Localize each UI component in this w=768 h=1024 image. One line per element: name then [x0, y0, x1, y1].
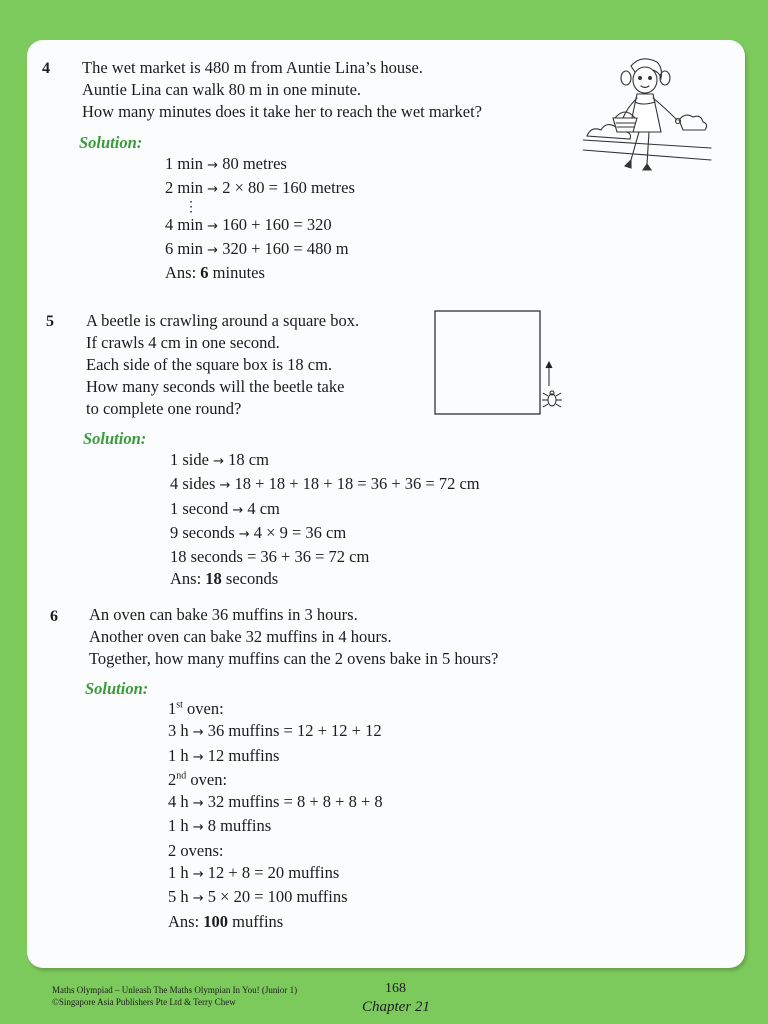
solution-label: Solution: [79, 133, 143, 152]
question-text: An oven can bake 36 muffins in 3 hours. Another oven can bake 32 muffins in 4 hours. Together, how many muffins can the 2 ovens bake in 5 hours? [89, 605, 499, 668]
step-line: 1 side → 18 cm [170, 450, 269, 469]
chapter-label: Chapter 21 [362, 999, 430, 1015]
problem-number: 6 [50, 608, 58, 625]
vertical-dots: ⋮ [184, 199, 198, 215]
step-line: 2 min → 2 × 80 = 160 metres [165, 178, 355, 198]
step-line: 6 min → 320 + 160 = 480 m [165, 238, 349, 258]
page-footer [0, 978, 768, 1024]
book-title: Maths Olympiad – Unleash The Maths Olympian In You! (Junior 1) [52, 985, 298, 995]
solution-steps [168, 698, 383, 933]
worksheet-page [27, 40, 745, 968]
step-line: 3 h → 36 muffins = 12 + 12 + 12 [168, 721, 382, 741]
step-line: 1 h → 8 muffins [168, 816, 272, 836]
oven-heading: 2 ovens: [168, 840, 224, 860]
beetle-icon [542, 362, 562, 407]
problem-number: 5 [46, 313, 54, 330]
girl-illustration [583, 56, 717, 194]
step-line: 4 h → 32 muffins = 8 + 8 + 8 + 8 [168, 792, 383, 812]
step-line: 18 seconds = 36 + 36 = 72 cm [170, 547, 370, 567]
step-line: 5 h → 5 × 20 = 100 muffins [168, 887, 348, 907]
solution-label: Solution: [85, 679, 149, 698]
page-number: 168 [385, 981, 406, 996]
step-line: 9 seconds → 4 × 9 = 36 cm [170, 522, 347, 542]
solution-steps [170, 449, 480, 591]
footer-credits [52, 984, 297, 1008]
step-line: 1 h → 12 + 8 = 20 muffins [168, 863, 340, 883]
copyright: ©Singapore Asia Publishers Pte Ltd & Terry Chew [52, 997, 236, 1007]
solution-steps [165, 153, 355, 284]
answer-line: Ans: 6 minutes [165, 263, 265, 283]
solution-label: Solution: [83, 429, 147, 448]
answer-line: Ans: 100 muffins [168, 911, 284, 931]
question-text: A beetle is crawling around a square box. If crawls 4 cm in one second. Each side of the square box is 18 cm. How many seconds will the beetle take to complete one round? [86, 311, 360, 418]
oven-heading: 1st oven: [168, 699, 224, 718]
answer-line: Ans: 18 seconds [170, 569, 279, 589]
step-line: 1 h → 12 muffins [168, 745, 280, 765]
question-text: The wet market is 480 m from Auntie Lina’s house. Auntie Lina can walk 80 m in one minute. How many minutes does it take her to reach the wet market? [82, 58, 482, 121]
step-line: 1 min → 80 metres [165, 154, 287, 173]
step-line: 1 second → 4 cm [170, 498, 280, 518]
problem-number: 4 [42, 60, 50, 77]
step-line: 4 sides → 18 + 18 + 18 + 18 = 36 + 36 = 72 cm [170, 474, 480, 494]
oven-heading: 2nd oven: [168, 769, 228, 789]
square-box-diagram [432, 308, 572, 420]
step-line: 4 min → 160 + 160 = 320 [165, 214, 332, 234]
